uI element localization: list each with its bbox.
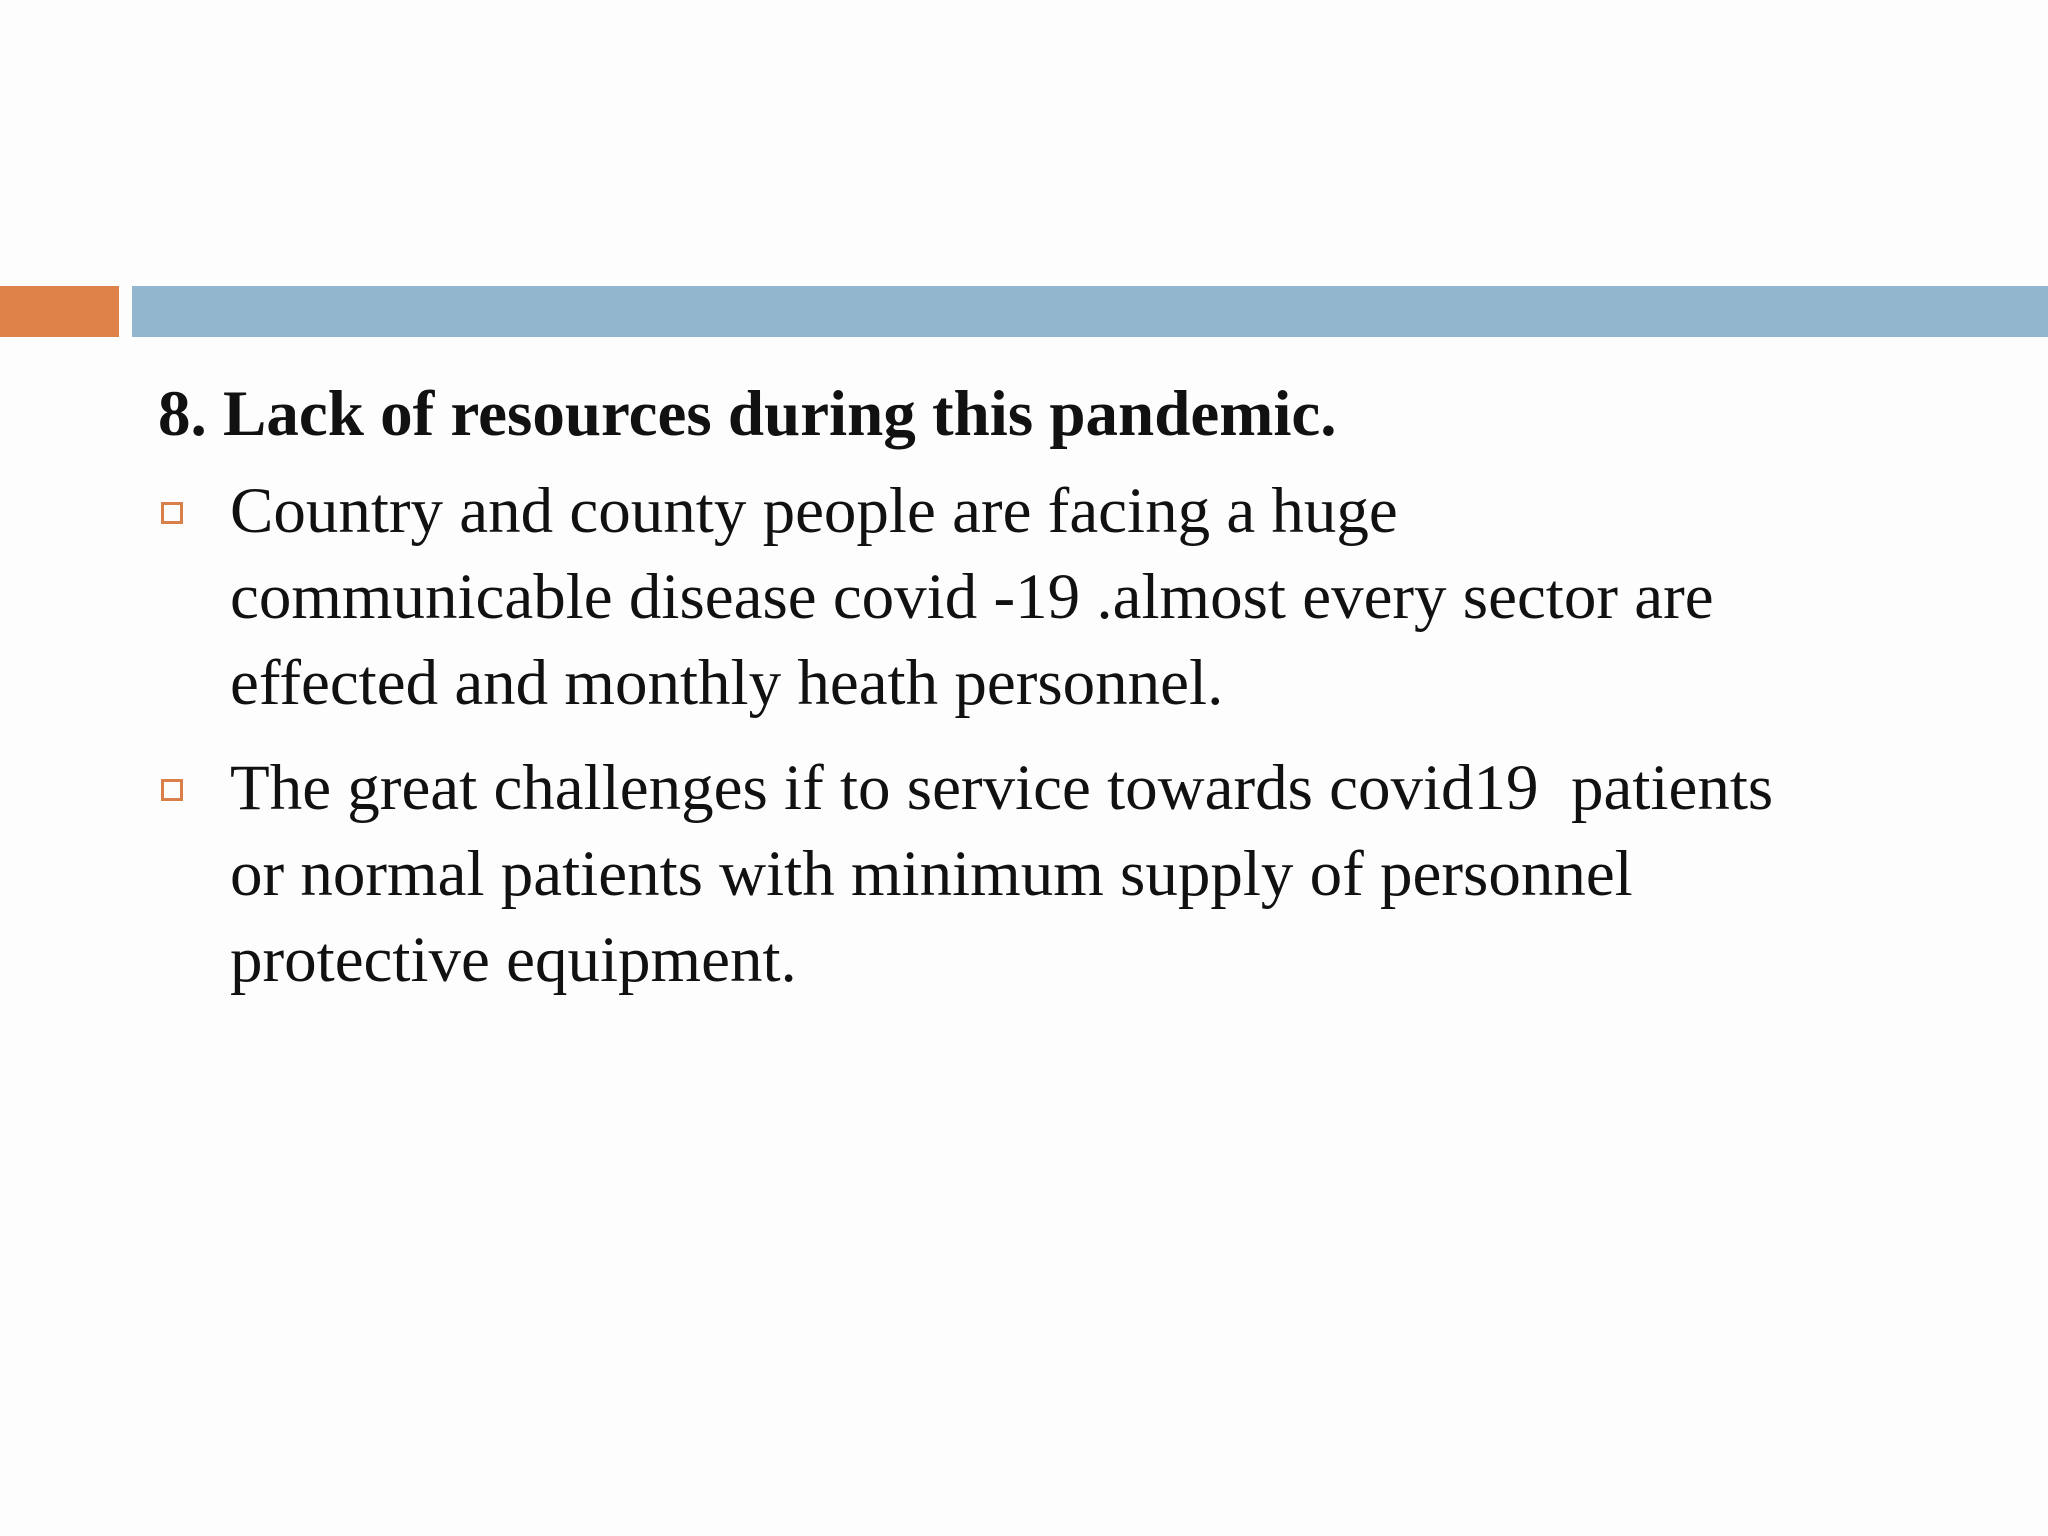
bullet-line: protective equipment. <box>230 924 797 996</box>
bullet-list <box>158 468 1998 1003</box>
accent-bar-orange <box>0 286 119 337</box>
bullet-line: effected and monthly heath personnel. <box>230 647 1224 719</box>
bullet-line: The great challenges if to service towards covid19 patients <box>230 752 1774 824</box>
bullet-item <box>158 745 1998 1003</box>
slide-content <box>158 368 1998 1022</box>
bullet-line: communicable disease covid -19 .almost every sector are <box>230 561 1714 633</box>
square-bullet-icon <box>161 502 183 524</box>
square-bullet-icon <box>161 779 183 801</box>
slide-heading: 8. Lack of resources during this pandemic. <box>158 378 1337 450</box>
bullet-line: Country and county people are facing a huge <box>230 475 1398 547</box>
bullet-line: or normal patients with minimum supply of personnel <box>230 838 1633 910</box>
bullet-item <box>158 468 1998 726</box>
accent-bar-blue <box>132 286 2048 337</box>
